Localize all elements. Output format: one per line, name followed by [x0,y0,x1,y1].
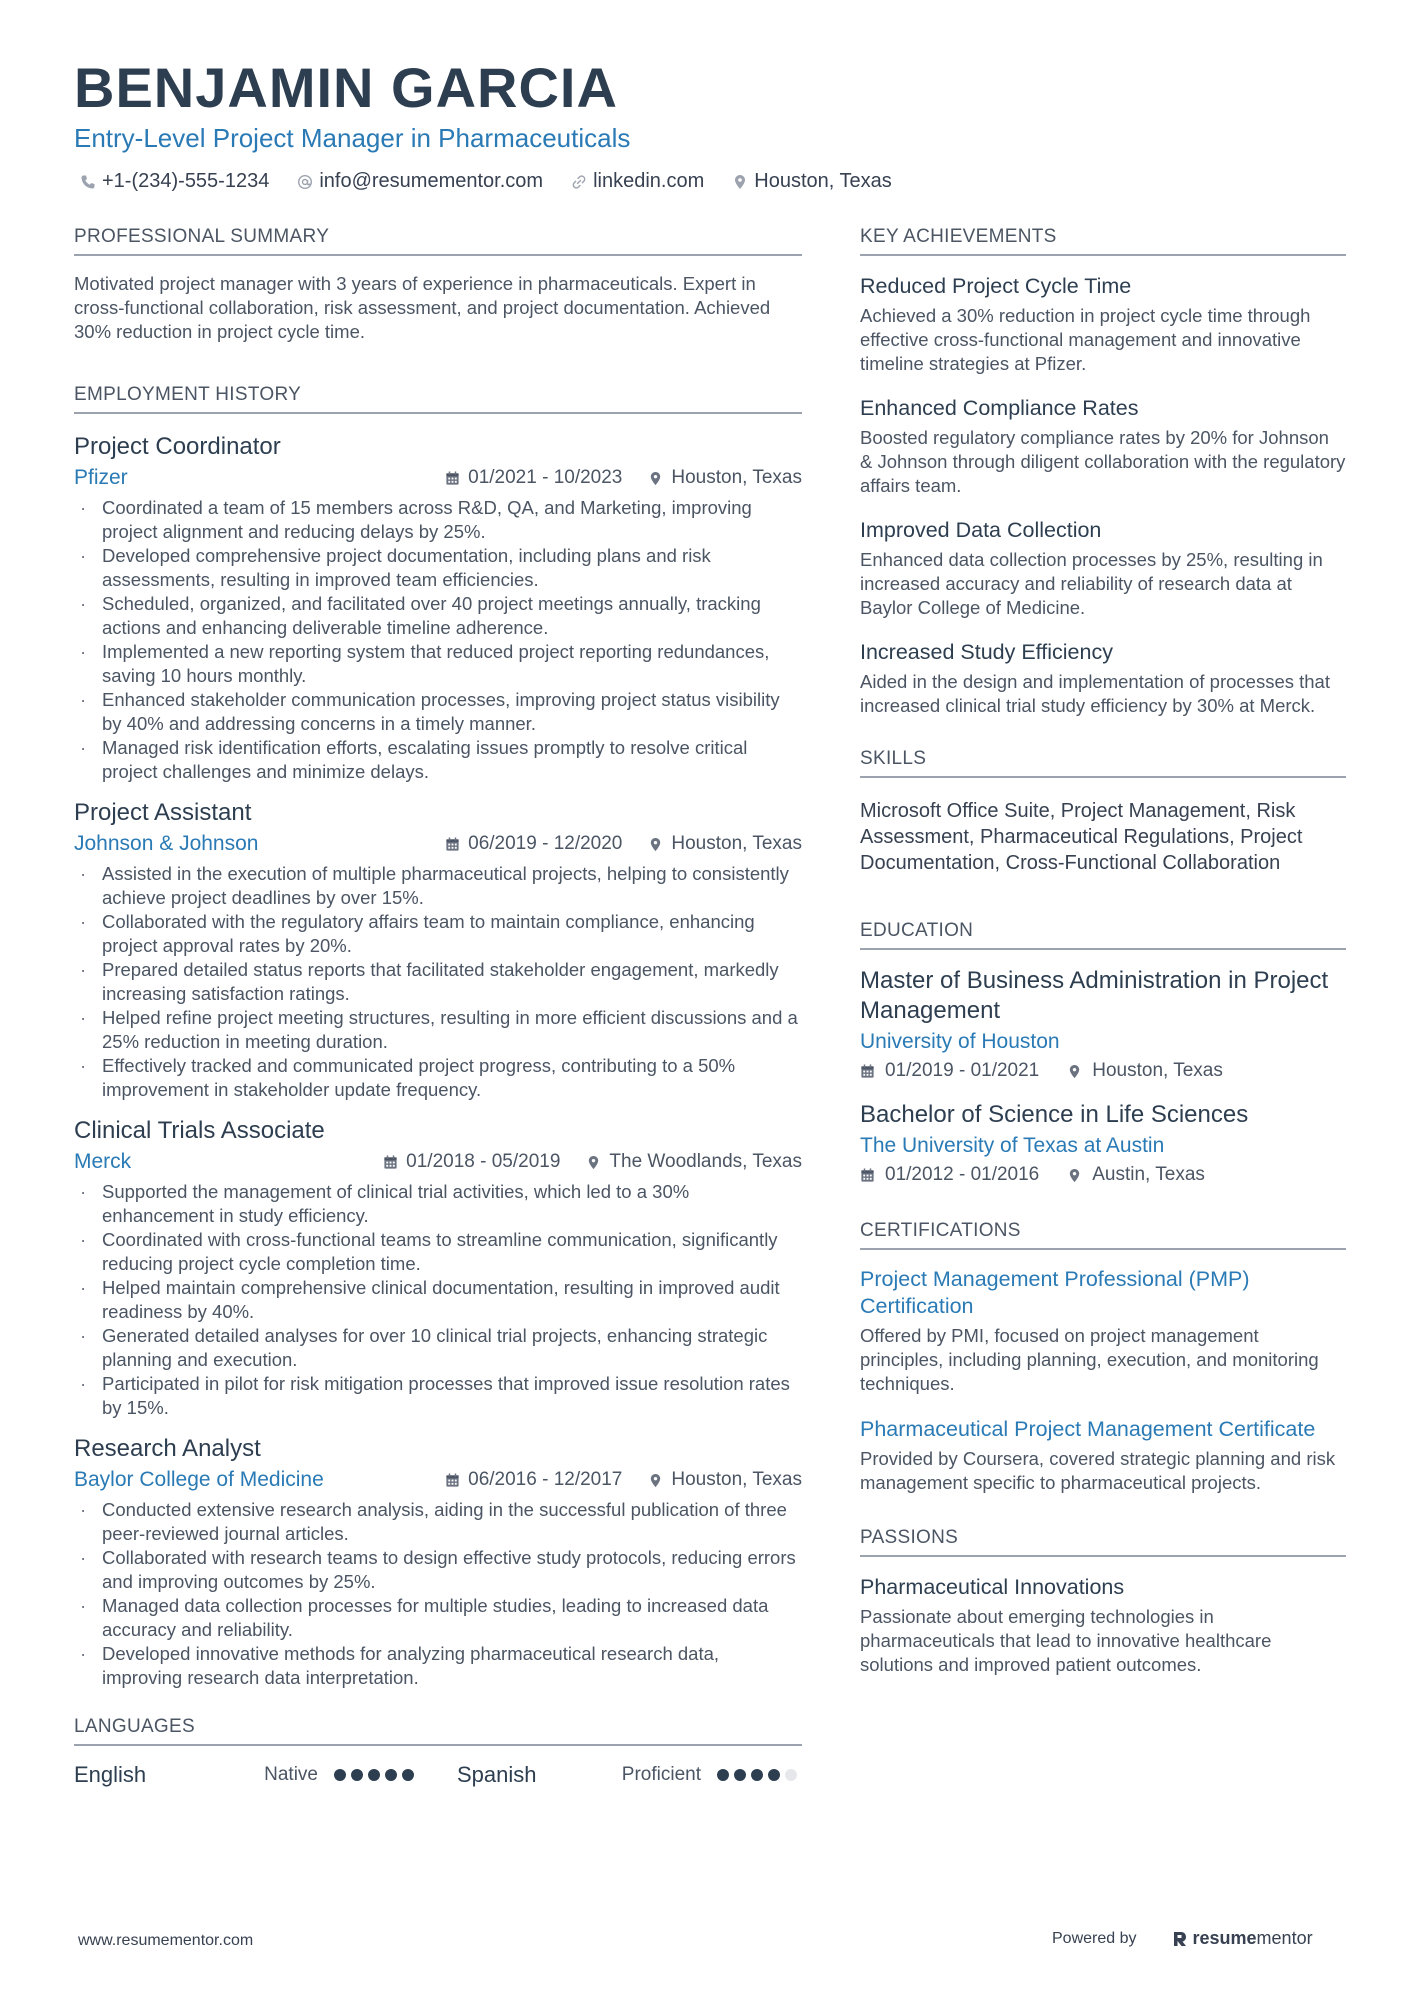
job-bullet: · Prepared detailed status reports that facilitated stakeholder engagement, markedly increasing satisfaction ratings. [74,958,802,1006]
job-bullet: · Helped maintain comprehensive clinical documentation, resulting in improved audit readiness by 40%. [74,1276,802,1324]
footer-brand [1052,1928,1313,1949]
achievement-title: Increased Study Efficiency [860,640,1113,664]
rating-dot-filled [734,1769,746,1781]
job-location-text: Houston, Texas [671,467,802,488]
achievement-item [860,516,1346,620]
job-title: Project Assistant [74,799,252,826]
linkedin-text: linkedin.com [593,170,705,192]
job-location [648,1469,802,1491]
achievements-heading: KEY ACHIEVEMENTS [860,226,1346,256]
job-bullet: · Developed comprehensive project documentation, including plans and risk assessments, resulting in improved team efficiencies. [74,544,802,592]
job-bullet: · Managed risk identification efforts, escalating issues promptly to resolve critical project challenges and minimize delays. [74,736,802,784]
calendar-icon [445,1473,460,1488]
language-item [457,1762,802,1788]
powered-by-label: Powered by [1052,1929,1137,1947]
skills-list: Microsoft Office Suite, Project Management, Risk Assessment, Pharmaceutical Regulations, Project Documentation, Cross-Functional Collaboration [860,800,1303,874]
job-company: Johnson & Johnson [74,832,259,855]
education-item [860,1100,1346,1186]
language-item [74,1762,419,1788]
brand-name-rest: mentor [1256,1928,1313,1948]
passion-desc: Passionate about emerging technologies in pharmaceuticals that lead to innovative healthcare solutions and improved patient outcomes. [860,1606,1272,1675]
certification-item [860,1266,1346,1396]
job-dates: 06/2016 - 12/2017 [468,1469,623,1490]
contact-email[interactable] [297,170,543,193]
education-dates: 01/2019 - 01/2021 [885,1060,1040,1081]
job-dates: 01/2021 - 10/2023 [468,467,623,488]
education-location [1067,1164,1205,1186]
contact-bar [80,170,920,193]
job-dates: 01/2018 - 05/2019 [406,1151,561,1172]
calendar-icon [383,1155,398,1170]
job-company: Baylor College of Medicine [74,1468,324,1491]
job-location-text: Houston, Texas [671,833,802,854]
job-bullet: · Enhanced stakeholder communication processes, improving project status visibility by 40% and addressing concerns in a timely manner. [74,688,802,736]
certifications-section [860,1220,1346,1495]
language-level: Native [264,1764,318,1785]
achievement-item [860,272,1346,376]
passion-item [860,1573,1346,1677]
location-text: Houston, Texas [754,170,892,192]
job-entry [74,432,802,784]
job-company: Pfizer [74,466,128,489]
education-location-text: Houston, Texas [1092,1060,1223,1081]
rating-dot-filled [751,1769,763,1781]
calendar-icon [445,837,460,852]
resumementor-logo-icon [1171,1930,1189,1948]
calendar-icon [445,471,460,486]
job-bullets [74,862,802,1102]
location-pin-icon [648,471,663,486]
achievement-desc: Enhanced data collection processes by 25%, resulting in increased accuracy and reliability of research data at Baylor College of Medicine. [860,549,1323,618]
education-item [860,966,1346,1082]
language-name: English [74,1762,147,1787]
rating-dot-filled [368,1769,380,1781]
job-title: Clinical Trials Associate [74,1117,325,1144]
certification-title: Project Management Professional (PMP) Certification [860,1267,1250,1318]
location-pin-icon [648,837,663,852]
job-details [445,833,802,855]
skills-section [860,748,1346,876]
passions-section [860,1527,1346,1677]
summary-text: Motivated project manager with 3 years of experience in pharmaceuticals. Expert in cross-functional collaboration, risk assessment, and project documentation. Achieved 30% reduction in project cycle time. [74,273,771,342]
employment-heading: EMPLOYMENT HISTORY [74,384,802,414]
certification-desc: Offered by PMI, focused on project management principles, including planning, execution, and monitoring techniques. [860,1325,1319,1394]
certification-title: Pharmaceutical Project Management Certificate [860,1417,1316,1441]
job-entry [74,798,802,1102]
job-bullet: · Conducted extensive research analysis, aiding in the successful publication of three peer-reviewed journal articles. [74,1498,802,1546]
contact-phone[interactable] [80,170,269,193]
achievement-title: Improved Data Collection [860,518,1102,542]
languages-heading: LANGUAGES [74,1716,802,1746]
job-meta [74,832,802,856]
job-bullet: · Coordinated with cross-functional teams to streamline communication, significantly reducing project cycle completion time. [74,1228,802,1276]
job-details [383,1151,802,1173]
achievements-section [860,226,1346,718]
job-meta [74,1150,802,1174]
email-text: info@resumementor.com [319,170,544,192]
rating-dot-filled [351,1769,363,1781]
calendar-icon [860,1064,875,1079]
job-entry [74,1434,802,1690]
brand-logo[interactable] [1171,1928,1313,1949]
languages-row [74,1762,802,1788]
job-dates: 06/2019 - 12/2020 [468,833,623,854]
job-company: Merck [74,1150,132,1173]
location-pin-icon [1067,1064,1082,1079]
rating-dot-filled [402,1769,414,1781]
education-meta [860,1060,1346,1082]
job-bullet: · Coordinated a team of 15 members across R&D, QA, and Marketing, improving project alignment and reducing delays by 25%. [74,496,802,544]
location-pin-icon [1067,1168,1082,1183]
job-bullet: · Developed innovative methods for analyzing pharmaceutical research data, improving research data interpretation. [74,1642,802,1690]
language-rating [717,1769,802,1781]
at-icon [297,174,313,190]
certification-item [860,1416,1346,1495]
location-pin-icon [586,1155,601,1170]
achievement-title: Reduced Project Cycle Time [860,274,1132,298]
passion-title: Pharmaceutical Innovations [860,1575,1125,1599]
right-column [860,226,1346,1695]
job-bullets [74,1498,802,1690]
job-location [648,467,802,489]
education-location [1067,1060,1223,1082]
contact-location [732,170,892,193]
job-bullet: · Generated detailed analyses for over 10 clinical trial projects, enhancing strategic planning and execution. [74,1324,802,1372]
job-title: Project Coordinator [74,433,281,460]
achievement-desc: Aided in the design and implementation of processes that increased clinical trial study efficiency by 30% at Merck. [860,671,1330,716]
left-column [74,226,802,1788]
contact-linkedin[interactable] [571,170,704,193]
job-details [445,1469,802,1491]
job-bullet: · Collaborated with the regulatory affairs team to maintain compliance, enhancing project approval rates by 20%. [74,910,802,958]
link-icon [571,174,587,190]
achievement-item [860,394,1346,498]
job-bullet: · Assisted in the execution of multiple pharmaceutical projects, helping to consistently achieve project deadlines by over 15%. [74,862,802,910]
education-location-text: Austin, Texas [1092,1164,1205,1185]
achievement-title: Enhanced Compliance Rates [860,396,1139,420]
summary-section [74,226,802,344]
job-meta [74,466,802,490]
job-bullet: · Scheduled, organized, and facilitated over 40 project meetings annually, tracking actions and enhancing deliverable timeline adherence. [74,592,802,640]
achievement-desc: Boosted regulatory compliance rates by 20% for Johnson & Johnson through diligent collaboration with the regulatory affairs team. [860,427,1346,496]
education-heading: EDUCATION [860,920,1346,950]
candidate-name: BENJAMIN GARCIA [74,56,618,119]
passions-heading: PASSIONS [860,1527,1346,1557]
skills-heading: SKILLS [860,748,1346,778]
job-bullet: · Helped refine project meeting structures, resulting in more efficient discussions and a 25% reduction in meeting duration. [74,1006,802,1054]
languages-section [74,1716,802,1788]
job-location [648,833,802,855]
job-bullet: · Implemented a new reporting system that reduced project reporting redundances, saving 10 hours monthly. [74,640,802,688]
phone-icon [80,174,96,190]
education-school: The University of Texas at Austin [860,1134,1165,1157]
job-bullet: · Participated in pilot for risk mitigation processes that improved issue resolution rates by 15%. [74,1372,802,1420]
candidate-title: Entry-Level Project Manager in Pharmaceuticals [74,123,631,153]
location-pin-icon [732,174,748,190]
education-dates: 01/2012 - 01/2016 [885,1164,1040,1185]
job-bullet: · Collaborated with research teams to design effective study protocols, reducing errors and improving outcomes by 25%. [74,1546,802,1594]
language-name: Spanish [457,1762,537,1787]
job-location [586,1151,802,1173]
calendar-icon [860,1168,875,1183]
job-entry [74,1116,802,1420]
education-degree: Master of Business Administration in Project Management [860,967,1329,1024]
footer-website[interactable]: www.resumementor.com [78,1932,254,1949]
job-bullet: · Supported the management of clinical trial activities, which led to a 30% enhancement in study efficiency. [74,1180,802,1228]
certification-desc: Provided by Coursera, covered strategic planning and risk management specific to pharmaceutical projects. [860,1448,1336,1493]
job-details [445,467,802,489]
job-meta [74,1468,802,1492]
certifications-heading: CERTIFICATIONS [860,1220,1346,1250]
summary-heading: PROFESSIONAL SUMMARY [74,226,802,256]
education-section [860,920,1346,1186]
education-school: University of Houston [860,1030,1060,1053]
education-meta [860,1164,1346,1186]
brand-name-bold: resume [1192,1928,1257,1948]
location-pin-icon [648,1473,663,1488]
job-bullet: · Managed data collection processes for multiple studies, leading to increased data accuracy and reliability. [74,1594,802,1642]
job-location-text: Houston, Texas [671,1469,802,1490]
rating-dot-filled [717,1769,729,1781]
achievement-item [860,638,1346,718]
language-level: Proficient [621,1764,701,1785]
job-title: Research Analyst [74,1435,261,1462]
job-bullets [74,496,802,784]
language-rating [334,1769,419,1781]
education-degree: Bachelor of Science in Life Sciences [860,1101,1249,1128]
rating-dot-empty [785,1769,797,1781]
job-location-text: The Woodlands, Texas [609,1151,802,1172]
rating-dot-filled [385,1769,397,1781]
job-bullets [74,1180,802,1420]
job-bullet: · Effectively tracked and communicated project progress, contributing to a 50% improvement in stakeholder update frequency. [74,1054,802,1102]
achievement-desc: Achieved a 30% reduction in project cycle time through effective cross-functional management and innovative timeline strategies at Pfizer. [860,305,1311,374]
rating-dot-filled [334,1769,346,1781]
employment-section [74,384,802,1690]
phone-text: +1-(234)-555-1234 [102,170,270,192]
rating-dot-filled [768,1769,780,1781]
